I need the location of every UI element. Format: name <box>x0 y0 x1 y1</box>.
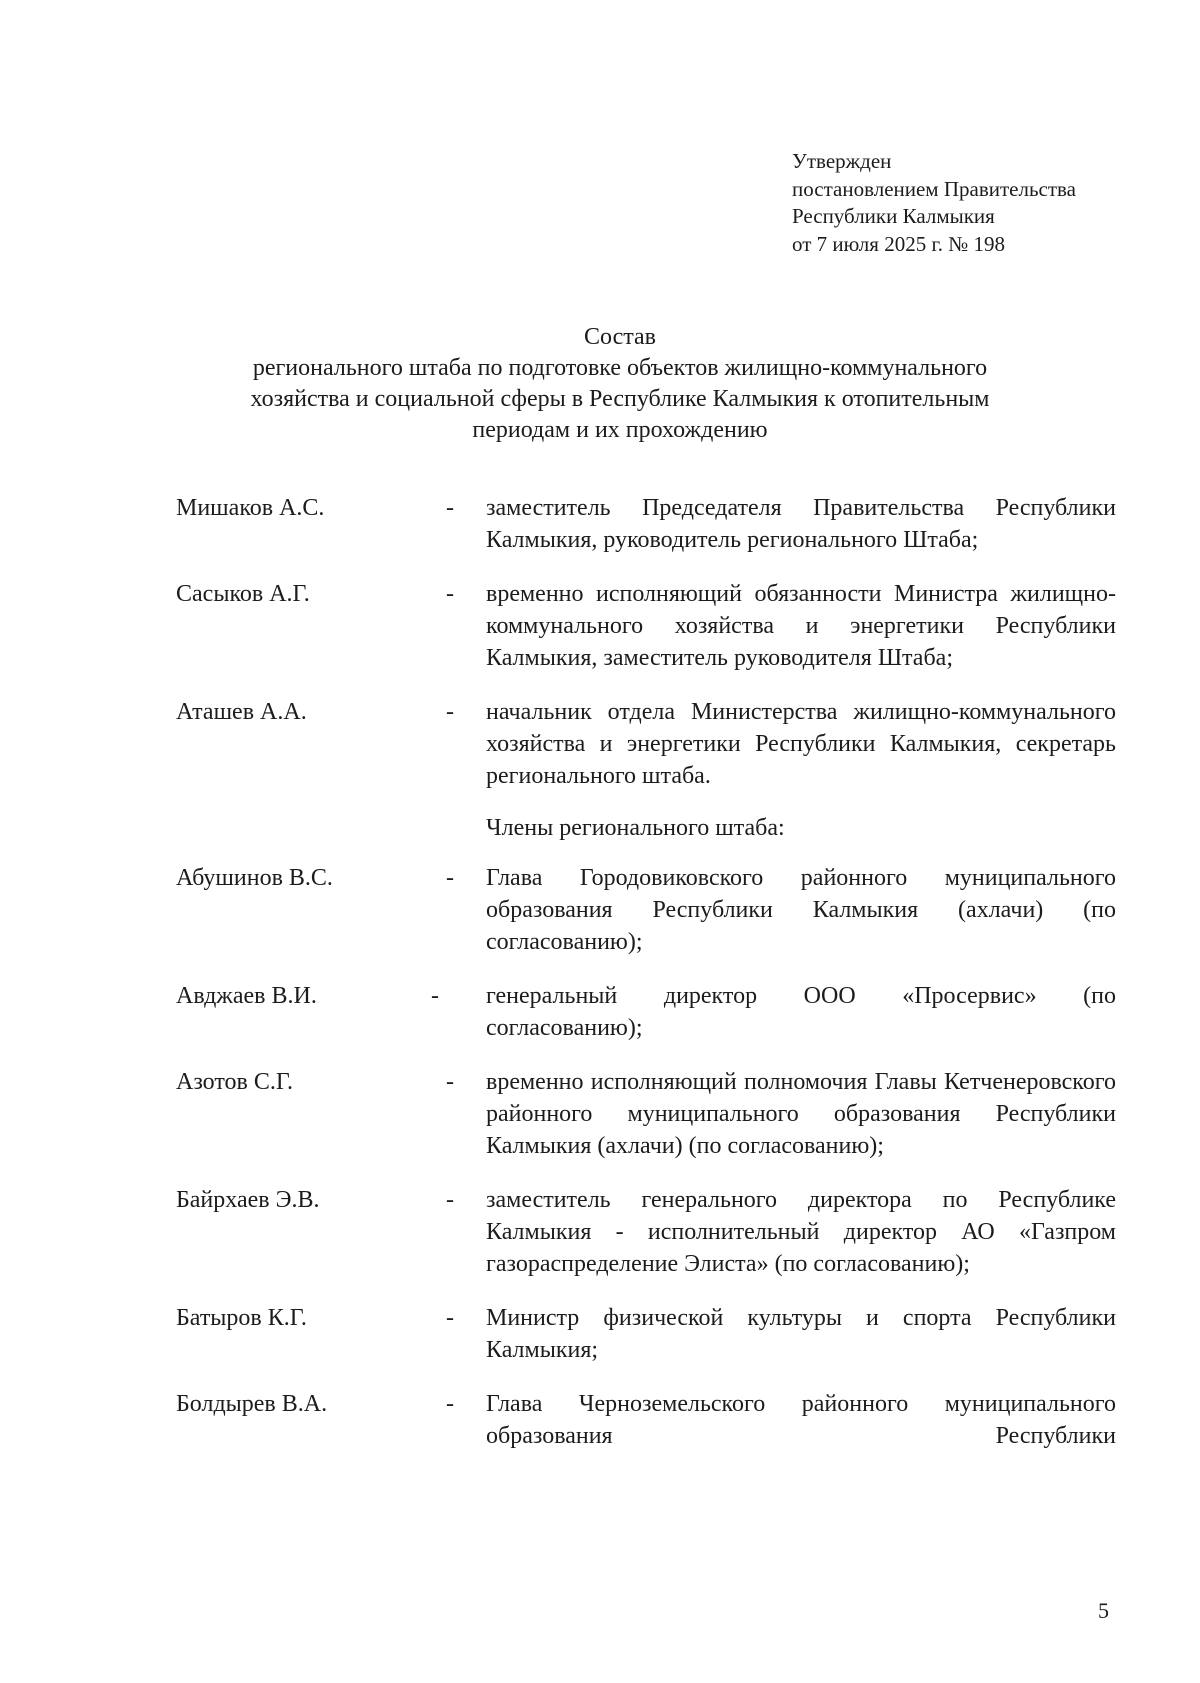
member-dash: - <box>431 983 439 1009</box>
member-row <box>176 492 1116 556</box>
member-name: Азотов С.Г. <box>176 1069 294 1095</box>
title-line-3: хозяйства и социальной сферы в Республике Калмыкия к отопительным <box>250 386 990 412</box>
member-description: начальник отдела Министерства жилищно-коммунального хозяйства и энергетики Республики Калмыкия, секретарь регионального штаба. <box>486 699 1116 789</box>
page-number: 5 <box>1098 1598 1109 1623</box>
member-name: Авджаев В.И. <box>176 983 317 1009</box>
title-line-1: Состав <box>583 324 657 350</box>
member-dash: - <box>446 865 454 891</box>
member-dash: - <box>446 1187 454 1213</box>
approval-line-approved: Утвержден <box>792 149 892 173</box>
approval-stamp <box>792 148 1172 258</box>
members-heading: Члены регионального штаба: <box>486 815 785 841</box>
staff-member-row <box>176 1302 1116 1366</box>
staff-member-row <box>176 1388 1116 1452</box>
member-dash: - <box>446 1305 454 1331</box>
member-description: заместитель Председателя Правительства Республики Калмыкия, руководитель регионального Штаба; <box>486 495 1116 553</box>
approval-line-resolution: постановлением Правительства <box>792 176 1077 201</box>
member-dash: - <box>446 581 454 607</box>
member-dash: - <box>446 495 454 521</box>
member-name: Абушинов В.С. <box>176 865 333 891</box>
title-line-2: регионального штаба по подготовке объектов жилищно-коммунального <box>252 355 988 381</box>
member-list <box>176 492 1116 1452</box>
member-dash: - <box>446 1069 454 1095</box>
member-dash: - <box>446 699 454 725</box>
member-description: временно исполняющий обязанности Министра жилищно-коммунального хозяйства и энергетики Республики Калмыкия, заместитель руководителя Штаба; <box>486 581 1116 671</box>
member-name: Байрхаев Э.В. <box>176 1187 320 1213</box>
staff-member-row <box>176 1066 1116 1162</box>
member-description: Министр физической культуры и спорта Республики Калмыкия; <box>486 1305 1116 1363</box>
member-name: Болдырев В.А. <box>176 1391 328 1417</box>
member-name: Мишаков А.С. <box>176 495 325 521</box>
member-dash: - <box>446 1391 454 1417</box>
document-title <box>150 322 1090 446</box>
member-row <box>176 696 1116 792</box>
member-description: временно исполняющий полномочия Главы Кетченеровского районного муниципального образования Республики Калмыкия (ахлачи) (по согласованию); <box>486 1069 1116 1159</box>
approval-line-date: от 7 июля 2025 г. № 198 <box>792 231 1005 256</box>
staff-member-row <box>176 980 1116 1044</box>
member-name: Батыров К.Г. <box>176 1305 307 1331</box>
member-description: заместитель генерального директора по Республике Калмыкия - исполнительный директор АО «Газпром газораспределение Элиста» (по согласованию); <box>486 1187 1116 1277</box>
title-line-4: периодам и их прохождению <box>472 417 768 443</box>
approval-line-republic: Республики Калмыкия <box>792 204 995 228</box>
member-name: Аташев А.А. <box>176 699 307 725</box>
member-description: генеральный директор ООО «Просервис» (по согласованию); <box>486 983 1116 1041</box>
member-description: Глава Черноземельского районного муниципального образования Республики <box>486 1391 1116 1449</box>
member-row <box>176 578 1116 674</box>
member-description: Глава Городовиковского районного муниципального образования Республики Калмыкия (ахлачи) (по согласованию); <box>486 865 1116 955</box>
member-name: Сасыков А.Г. <box>176 581 310 607</box>
staff-member-row <box>176 1184 1116 1280</box>
staff-member-row <box>176 862 1116 958</box>
